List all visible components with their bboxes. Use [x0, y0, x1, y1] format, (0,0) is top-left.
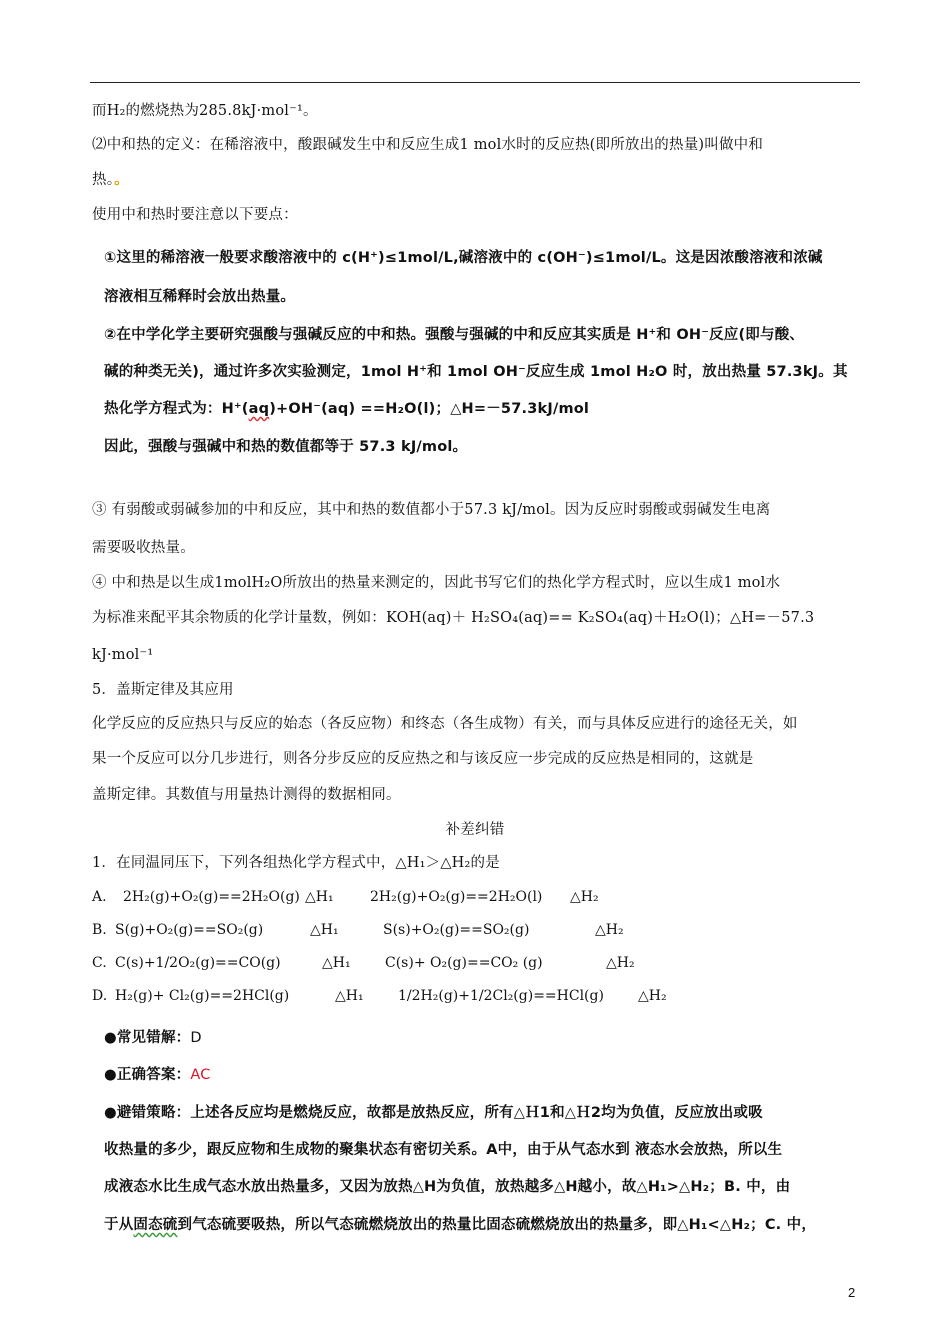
- text-line: 果一个反应可以分几步进行，则各分步反应的反应热之和与该反应一步完成的反应热是相同的，这就是: [92, 751, 754, 767]
- option-dh1: △H₁: [305, 889, 334, 905]
- bold-text-line: 热化学方程式为：H⁺(aq)+OH⁻(aq) ==H₂O(l)；△H=－57.3kJ/mol: [104, 401, 590, 417]
- option-label: A.: [92, 889, 107, 905]
- bold-text-line: 因此，强酸与强碱中和热的数值都等于 57.3 kJ/mol。: [104, 439, 468, 455]
- option-dh2: △H₂: [570, 889, 599, 905]
- section-heading: 5．盖斯定律及其应用: [92, 682, 234, 698]
- option-dh2: △H₂: [606, 955, 635, 971]
- option-dh2: △H₂: [638, 988, 667, 1004]
- strategy-line: ●避错策略：上述各反应均是燃烧反应，故都是放热反应，所有△Ｈ1和△Ｈ2均为负值，反应放出或吸: [104, 1105, 763, 1121]
- text-line: 化学反应的反应热只与反应的始态（各反应物）和终态（各生成物）有关，而与具体反应进行的途径无关，如: [92, 716, 798, 732]
- common-error: ●常见错解：D: [104, 1030, 202, 1046]
- strategy-line: 于从固态硫到气态硫要吸热，所以气态硫燃烧放出的热量比固态硫燃烧放出的热量多，即△H₁<△H₂；C. 中，: [104, 1217, 817, 1233]
- bold-text-line: ①这里的稀溶液一般要求酸溶液中的 c(H⁺)≤1mol/L,碱溶液中的 c(OH⁻)≤1mol/L。这是因浓酸溶液和浓碱: [104, 250, 823, 266]
- text-line: ⑵中和热的定义：在稀溶液中，酸跟碱发生中和反应生成1 mol水时的反应热(即所放出的热量)叫做中和: [92, 137, 764, 153]
- section-title: 补差纠错: [445, 822, 505, 838]
- bold-text-line: ②在中学化学主要研究强酸与强碱反应的中和热。强酸与强碱的中和反应其实质是 H⁺和 OH⁻反应(即与酸、: [104, 327, 805, 343]
- text-line: 而H₂的燃烧热为285.8kJ·mol⁻¹。: [92, 103, 318, 119]
- text-line: ④ 中和热是以生成1molH₂O所放出的热量来测定的，因此书写它们的热化学方程式时，应以生成1 mol水: [92, 575, 781, 591]
- correct-answer: ●正确答案：AC: [104, 1067, 211, 1083]
- header-rule: [90, 82, 860, 83]
- option-label: C.: [92, 955, 107, 971]
- option-equation-1: C(s)+1/2O₂(g)==CO(g): [115, 955, 281, 971]
- option-equation-2: 1/2H₂(g)+1/2Cl₂(g)==HCl(g): [398, 988, 604, 1004]
- text-line: kJ·mol⁻¹: [92, 647, 154, 663]
- option-label: B.: [92, 922, 107, 938]
- text-line: ③ 有弱酸或弱碱参加的中和反应，其中和热的数值都小于57.3 kJ/mol。因为反应时弱酸或弱碱发生电离: [92, 502, 771, 518]
- page-number: 2: [848, 1285, 856, 1300]
- option-equation-1: 2H₂(g)+O₂(g)==2H₂O(g): [123, 889, 300, 905]
- bold-text-line: 溶液相互稀释时会放出热量。: [104, 289, 296, 305]
- option-dh2: △H₂: [595, 922, 624, 938]
- question-stem: 1．在同温同压下，下列各组热化学方程式中，△H₁＞△H₂的是: [92, 855, 500, 871]
- text-line: 为标准来配平其余物质的化学计量数，例如：KOH(aq)＋ H₂SO₄(aq)== K₂SO₄(aq)＋H₂O(l)；△H=－57.3: [92, 610, 815, 626]
- option-dh1: △H₁: [322, 955, 351, 971]
- option-equation-2: C(s)+ O₂(g)==CO₂ (g): [385, 955, 543, 971]
- text-line: 热。。: [92, 171, 129, 188]
- option-equation-2: 2H₂(g)+O₂(g)==2H₂O(l): [370, 889, 543, 905]
- bold-text-line: 碱的种类无关)，通过许多次实验测定，1mol H⁺和 1mol OH⁻反应生成 1mol H₂O 时，放出热量 57.3kJ。其: [104, 364, 848, 380]
- strategy-line: 成液态水比生成气态水放出热量多，又因为放热△H为负值，放热越多△H越小，故△H₁>△H₂；B. 中，由: [104, 1179, 791, 1195]
- correct-answer-value: AC: [190, 1067, 211, 1083]
- mark-dot: 。: [114, 171, 129, 188]
- option-label: D.: [92, 988, 108, 1004]
- text-line: 盖斯定律。其数值与用量热计测得的数据相同。: [92, 787, 401, 803]
- text-line: 使用中和热时要注意以下要点：: [92, 207, 298, 223]
- option-equation-2: S(s)+O₂(g)==SO₂(g): [383, 922, 530, 938]
- option-equation-1: S(g)+O₂(g)==SO₂(g): [115, 922, 264, 938]
- strategy-line: 收热量的多少，跟反应物和生成物的聚集状态有密切关系。A中，由于从气态水到 液态水会放热，所以生: [104, 1142, 783, 1158]
- option-equation-1: H₂(g)+ Cl₂(g)==2HCl(g): [115, 988, 290, 1004]
- option-dh1: △H₁: [310, 922, 339, 938]
- option-dh1: △H₁: [335, 988, 364, 1004]
- text-line: 需要吸收热量。: [92, 540, 195, 556]
